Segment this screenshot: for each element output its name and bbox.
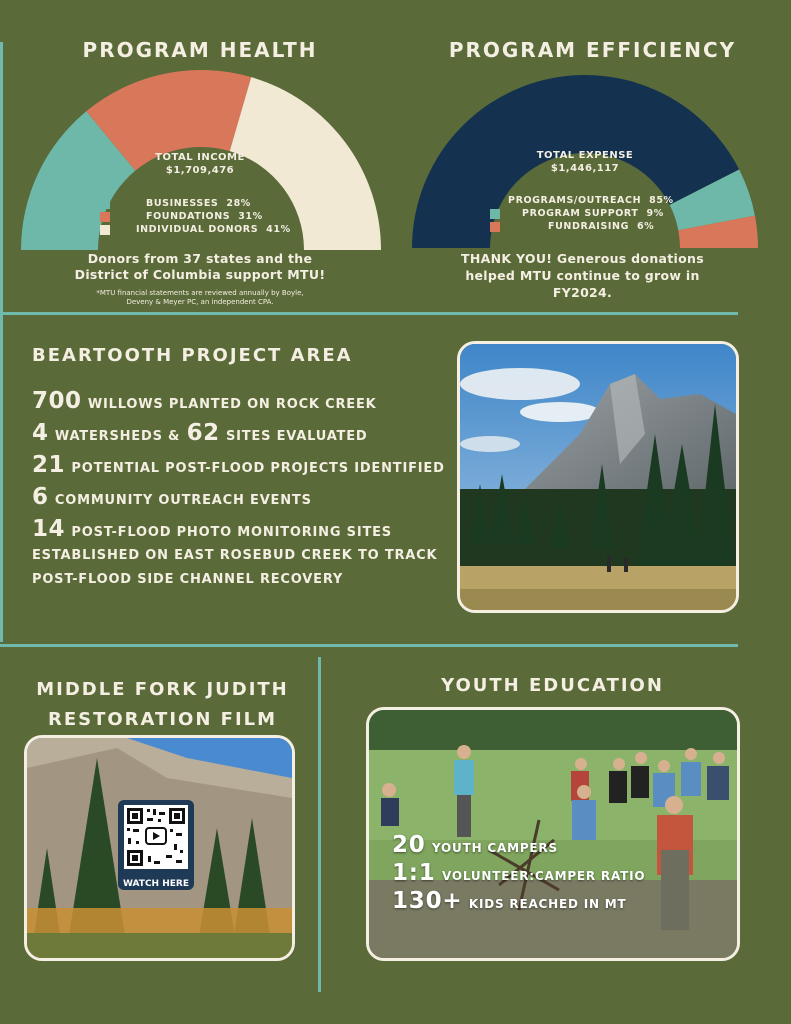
- beartooth-title: BEARTOOTH PROJECT AREA: [32, 345, 353, 366]
- legend-item-businesses: [100, 198, 291, 209]
- film-title-line1: MIDDLE FORK JUDITH: [36, 679, 289, 700]
- program-health-title: PROGRAM HEALTH: [82, 38, 318, 62]
- stat-text: POST-FLOOD PHOTO MONITORING SITES: [71, 525, 392, 540]
- program-efficiency-title: PROGRAM EFFICIENCY: [448, 38, 737, 62]
- total-expense-label: TOTAL EXPENSE: [536, 150, 634, 161]
- stat-text: POTENTIAL POST-FLOOD PROJECTS IDENTIFIED: [71, 461, 445, 476]
- stat-text: WILLOWS PLANTED ON ROCK CREEK: [87, 397, 377, 412]
- legend-item-programs-outreach: [490, 195, 674, 206]
- stat-willows: [32, 388, 462, 420]
- divider-middle: [0, 644, 738, 647]
- legend-item-individual-donors: [100, 224, 291, 235]
- stat-text: YOUTH CAMPERS: [431, 841, 558, 855]
- legend-label: PROGRAMS/OUTREACH: [508, 195, 642, 206]
- efficiency-center: [495, 150, 675, 174]
- efficiency-legend: [490, 193, 674, 234]
- stat-youth-campers: [392, 832, 645, 860]
- legend-label: FUNDRAISING: [548, 221, 629, 232]
- beartooth-stats: [32, 388, 462, 587]
- stat-text: WATERSHEDS &: [54, 429, 181, 444]
- stat-text: VOLUNTEER:CAMPER RATIO: [441, 869, 646, 883]
- efficiency-caption: THANK YOU! Generous donations helped MTU continue to grow in FY2024.: [461, 251, 704, 300]
- stat-number: 21: [32, 452, 66, 478]
- stat-number: 20: [392, 832, 426, 858]
- legend-pct: 9%: [646, 208, 664, 219]
- stat-monitoring-line3: POST-FLOOD SIDE CHANNEL RECOVERY: [32, 572, 344, 587]
- stat-outreach: [32, 484, 462, 516]
- qr-code-icon: [118, 800, 194, 874]
- legend-item-fundraising: [490, 221, 674, 232]
- mountain-meadow-image: [460, 344, 736, 610]
- stat-text: COMMUNITY OUTREACH EVENTS: [54, 493, 312, 508]
- stat-watersheds: [32, 420, 462, 452]
- stat-text: KIDS REACHED IN MT: [468, 897, 627, 911]
- film-title-line2: RESTORATION FILM: [47, 709, 278, 730]
- stat-kids-reached: [392, 888, 645, 914]
- youth-stats: [392, 832, 645, 914]
- stat-number: 130+: [392, 888, 463, 914]
- legend-swatch: [490, 209, 500, 219]
- youth-title: YOUTH EDUCATION: [441, 675, 664, 696]
- legend-label: BUSINESSES: [146, 198, 219, 209]
- stat-number: 1:1: [392, 860, 436, 886]
- legend-pct: 41%: [266, 224, 291, 235]
- stat-number: 6: [32, 484, 49, 510]
- legend-swatch: [100, 199, 110, 209]
- health-legend: [100, 196, 291, 237]
- legend-swatch: [490, 222, 500, 232]
- legend-swatch: [100, 212, 110, 222]
- health-caption: Donors from 37 states and the District of Columbia support MTU!: [74, 251, 326, 282]
- legend-swatch: [100, 225, 110, 235]
- stat-number: 700: [32, 388, 82, 414]
- stat-number: 14: [32, 516, 66, 542]
- stat-monitoring-line2: ESTABLISHED ON EAST ROSEBUD CREEK TO TRACK: [32, 548, 438, 563]
- total-income-value: $1,709,476: [165, 165, 235, 176]
- legend-pct: 85%: [649, 195, 674, 206]
- stat-text-2: SITES EVALUATED: [225, 429, 368, 444]
- legend-item-program-support: [490, 208, 674, 219]
- legend-pct: 6%: [636, 221, 655, 232]
- stat-number-2: 62: [186, 420, 220, 446]
- divider-vertical: [318, 657, 321, 992]
- legend-swatch: [490, 196, 500, 206]
- legend-pct: 28%: [226, 198, 251, 209]
- divider-top: [0, 312, 738, 315]
- stat-volunteer-ratio: [392, 860, 645, 888]
- stat-number: 4: [32, 420, 49, 446]
- stat-projects: [32, 452, 462, 484]
- watch-here-label: WATCH HERE: [123, 879, 189, 889]
- total-expense-value: $1,446,117: [550, 163, 620, 174]
- stat-monitoring: [32, 516, 462, 544]
- beartooth-photo: [457, 341, 739, 613]
- left-edge-rule: [0, 42, 3, 642]
- qr-code-button[interactable]: [118, 800, 194, 890]
- legend-item-foundations: [100, 211, 291, 222]
- total-income-label: TOTAL INCOME: [155, 152, 245, 163]
- legend-label: PROGRAM SUPPORT: [522, 208, 639, 219]
- film-title: [10, 675, 315, 735]
- legend-pct: 31%: [238, 211, 263, 222]
- legend-label: FOUNDATIONS: [146, 211, 231, 222]
- legend-label: INDIVIDUAL DONORS: [136, 224, 259, 235]
- health-footnote: *MTU financial statements are reviewed annually by Boyle, Deveny & Meyer PC, an independent CPA.: [96, 289, 304, 306]
- health-center: [110, 152, 290, 176]
